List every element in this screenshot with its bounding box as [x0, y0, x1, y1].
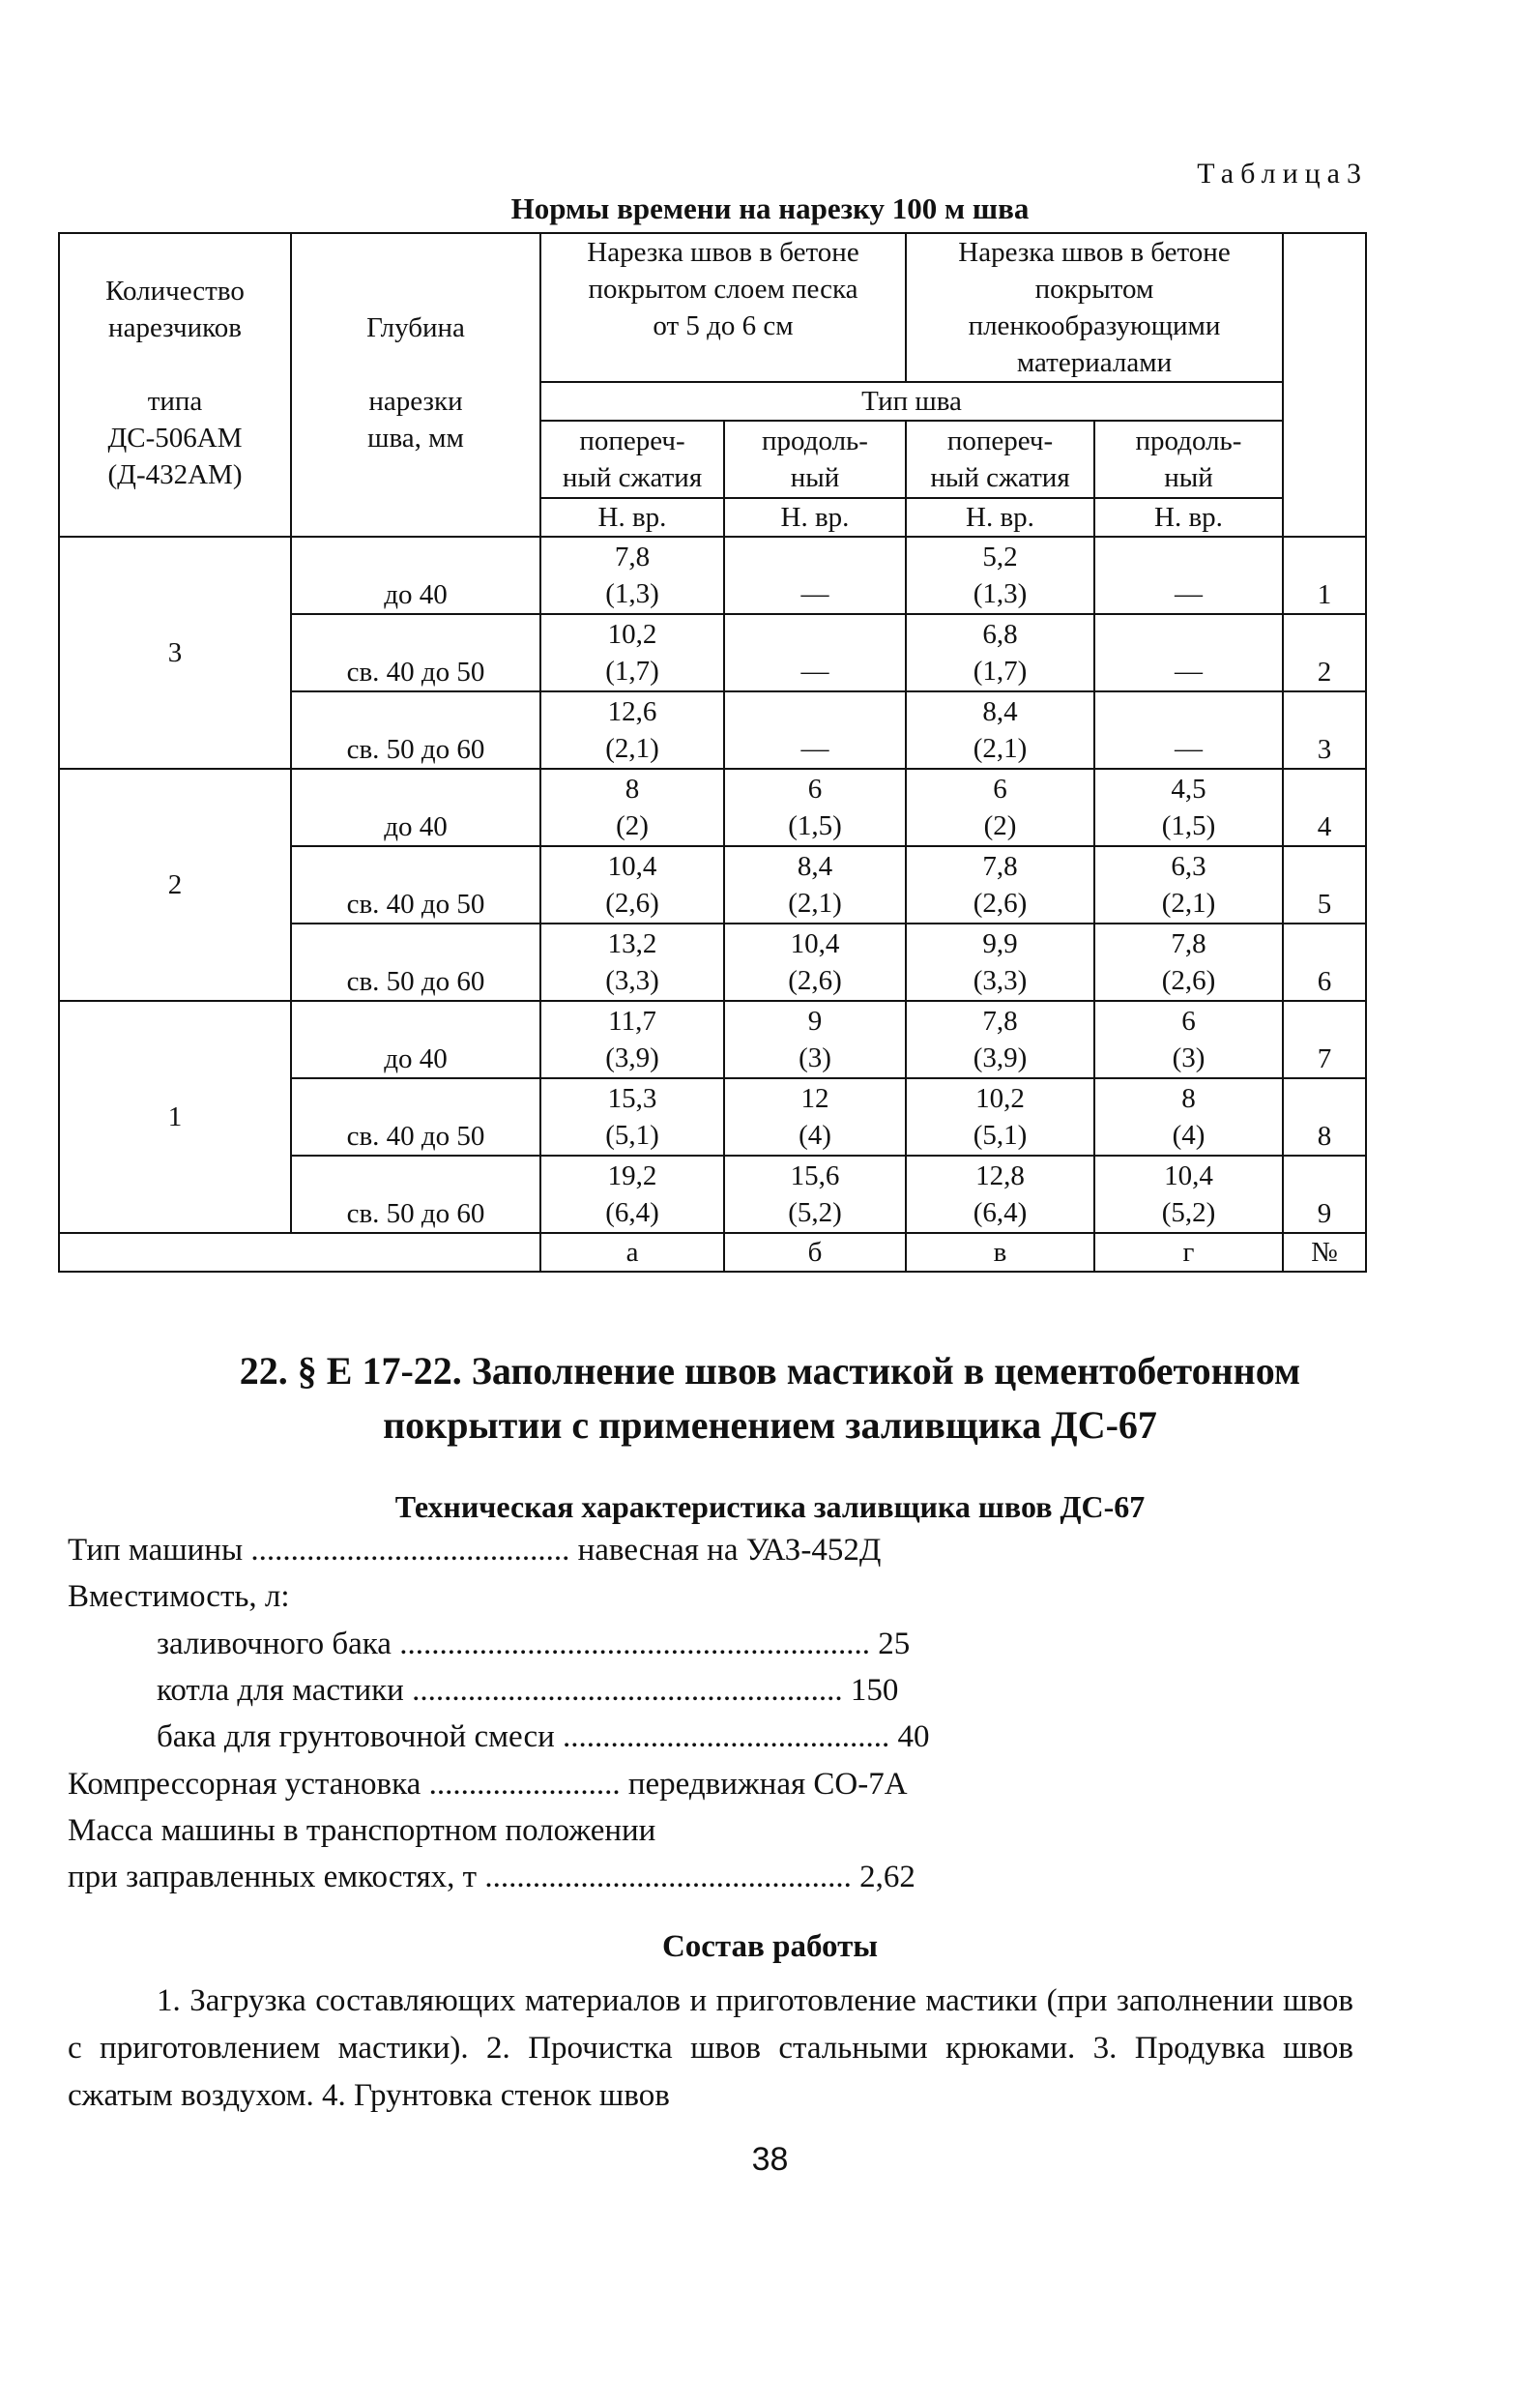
- table-row: [59, 769, 1366, 846]
- norm-rank: (3,9): [973, 1042, 1028, 1073]
- norm-value: 15,6: [790, 1160, 840, 1191]
- composition-title: Состав работы: [661, 1929, 879, 1964]
- norm-rank: (1,5): [1161, 810, 1216, 841]
- depth-cell: до 40: [291, 537, 540, 614]
- norm-rank: (3): [799, 1042, 831, 1073]
- norm-value: 8,4: [982, 696, 1018, 727]
- norm-cell-b: [724, 537, 906, 614]
- header-norm-a: Н. вр.: [540, 498, 724, 537]
- norm-cell-b: [724, 614, 906, 691]
- norm-value: 15,3: [607, 1083, 657, 1114]
- norm-rank: —: [800, 578, 829, 609]
- norm-value: [727, 539, 903, 575]
- norm-rank: (1,7): [973, 656, 1028, 687]
- composition-text: 1. Загрузка составляющих материалов и приготовление мастики (при заполнении швов с приготовлением мастики). 2. Прочистка швов стальными крюками. 3. Продувка швов сжатым воздухом. 4. Грунтовка стенок швов: [68, 1983, 1353, 2113]
- norm-value: 7,8: [614, 542, 651, 572]
- row-number-cell: 9: [1283, 1156, 1366, 1233]
- norm-value: [1097, 616, 1280, 653]
- norm-value: 5,2: [982, 542, 1018, 572]
- norm-rank: (1,3): [605, 578, 659, 609]
- norm-cell-d: [1094, 537, 1283, 614]
- norm-value: 7,8: [982, 851, 1018, 882]
- row-number-cell: 5: [1283, 846, 1366, 924]
- depth-cell: св. 50 до 60: [291, 691, 540, 769]
- norm-rank: —: [1175, 656, 1203, 687]
- header-norm-c: Н. вр.: [906, 498, 1094, 537]
- section-heading: [0, 1344, 1540, 1452]
- norm-cell-b: [724, 1156, 906, 1233]
- norm-cell-b: [724, 1001, 906, 1078]
- norm-rank: (1,5): [788, 810, 842, 841]
- norm-value: 10,2: [607, 619, 657, 650]
- norm-rank: (5,2): [788, 1197, 842, 1228]
- norm-value: 12: [800, 1083, 829, 1114]
- norm-cell-a: [540, 691, 724, 769]
- footer-cell-c: в: [906, 1233, 1094, 1272]
- norm-cell-d: [1094, 769, 1283, 846]
- header-col-d: продоль- ный: [1094, 421, 1283, 498]
- norm-rank: (4): [799, 1120, 831, 1151]
- spec-primer-tank: бака для грунтовочной смеси ......................................... 40: [157, 1719, 930, 1754]
- spec-machine-type: Тип машины ........................................ навесная на УАЗ-452Д: [68, 1533, 882, 1568]
- norm-value: 13,2: [607, 928, 657, 959]
- depth-cell: св. 50 до 60: [291, 924, 540, 1001]
- norm-cell-c: [906, 691, 1094, 769]
- norm-value: 10,2: [975, 1083, 1025, 1114]
- depth-cell: до 40: [291, 1001, 540, 1078]
- norm-value: 9: [807, 1006, 823, 1037]
- row-number-cell: 3: [1283, 691, 1366, 769]
- norm-cell-c: [906, 769, 1094, 846]
- table-title: Нормы времени на нарезку 100 м шва: [510, 191, 1030, 225]
- spec-boiler: котла для мастики ...................................................... 150: [157, 1673, 899, 1708]
- norm-cell-a: [540, 924, 724, 1001]
- norm-value: 10,4: [790, 928, 840, 959]
- row-number-cell: 4: [1283, 769, 1366, 846]
- table-caption: Таблица3: [1197, 158, 1368, 190]
- norm-rank: —: [800, 733, 829, 764]
- norm-cell-a: [540, 846, 724, 924]
- norm-cell-d: [1094, 1078, 1283, 1156]
- norm-cell-b: [724, 924, 906, 1001]
- header-cut-depth: Глубина нарезки шва, мм: [291, 233, 540, 537]
- norm-cell-a: [540, 614, 724, 691]
- norm-value: 12,8: [975, 1160, 1025, 1191]
- norm-cell-d: [1094, 1001, 1283, 1078]
- norm-rank: (6,4): [973, 1197, 1028, 1228]
- norm-rank: (2,1): [973, 733, 1028, 764]
- depth-cell: св. 40 до 50: [291, 614, 540, 691]
- norm-rank: (4): [1172, 1120, 1206, 1151]
- norm-rank: (2,6): [1161, 965, 1216, 996]
- row-number-cell: 6: [1283, 924, 1366, 1001]
- norm-cell-d: [1094, 846, 1283, 924]
- norm-rank: —: [1175, 733, 1203, 764]
- norm-value: [727, 616, 903, 653]
- footer-cell-num: №: [1283, 1233, 1366, 1272]
- norm-cell-c: [906, 846, 1094, 924]
- row-number-cell: 2: [1283, 614, 1366, 691]
- norm-rank: (3,9): [605, 1042, 659, 1073]
- norm-value: 8: [1181, 1083, 1196, 1114]
- norm-rank: (2): [983, 810, 1017, 841]
- cutters-count-cell: 1: [59, 1001, 291, 1233]
- norm-rank: (2,6): [973, 888, 1028, 919]
- norm-cell-c: [906, 1001, 1094, 1078]
- norm-value: [727, 693, 903, 730]
- norm-cell-c: [906, 614, 1094, 691]
- norm-cell-a: [540, 1001, 724, 1078]
- norm-rank: (2,1): [788, 888, 842, 919]
- norm-value: 10,4: [607, 851, 657, 882]
- norm-rank: (2,6): [605, 888, 659, 919]
- spec-title: Техническая характеристика заливщика швов ДС-67: [394, 1489, 1146, 1524]
- norm-value: 19,2: [607, 1160, 657, 1191]
- depth-cell: св. 50 до 60: [291, 1156, 540, 1233]
- header-sand-layer-group: Нарезка швов в бетоне покрытом слоем песка от 5 до 6 см: [540, 233, 906, 382]
- norm-cell-a: [540, 1078, 724, 1156]
- norm-value: 9,9: [982, 928, 1018, 959]
- norm-cell-a: [540, 769, 724, 846]
- norm-value: 6: [807, 774, 823, 805]
- norm-rank: (5,1): [605, 1120, 659, 1151]
- spec-compressor: Компрессорная установка ........................ передвижная СО-7А: [68, 1767, 908, 1802]
- norm-cell-b: [724, 769, 906, 846]
- norm-value: 12,6: [607, 696, 657, 727]
- table-row: [59, 537, 1366, 614]
- norm-value: [1097, 693, 1280, 730]
- norm-cell-d: [1094, 924, 1283, 1001]
- norm-value: 7,8: [982, 1006, 1018, 1037]
- norm-value: 6: [993, 774, 1007, 805]
- norm-rank: (3,3): [605, 965, 659, 996]
- norm-rank: (2): [616, 810, 649, 841]
- norm-value: 6,3: [1171, 851, 1206, 882]
- header-seam-type: Тип шва: [540, 382, 1283, 421]
- header-cutters-count: Количество нарезчиков типа ДС-506АМ (Д-432АМ): [59, 233, 291, 537]
- norm-rank: (1,3): [973, 578, 1028, 609]
- norm-value: 11,7: [608, 1006, 656, 1037]
- row-number-cell: 8: [1283, 1078, 1366, 1156]
- norm-rank: (2,1): [1161, 888, 1216, 919]
- norm-cell-b: [724, 1078, 906, 1156]
- row-number-cell: 7: [1283, 1001, 1366, 1078]
- spec-capacity-label: Вместимость, л:: [68, 1579, 290, 1614]
- norms-table: [58, 232, 1367, 1273]
- norm-value: 8: [625, 774, 640, 805]
- norm-rank: (6,4): [605, 1197, 659, 1228]
- spec-mass: при заправленных емкостях, т .............................................. 2,62: [68, 1860, 915, 1894]
- header-norm-d: Н. вр.: [1094, 498, 1283, 537]
- header-norm-b: Н. вр.: [724, 498, 906, 537]
- norm-rank: (1,7): [605, 656, 659, 687]
- spec-fill-tank: заливочного бака ........................................................... 25: [157, 1627, 911, 1661]
- norm-value: 8,4: [797, 851, 833, 882]
- footer-cell-b: б: [724, 1233, 906, 1272]
- cutters-count-cell: 2: [59, 769, 291, 1001]
- norm-cell-d: [1094, 614, 1283, 691]
- norm-cell-c: [906, 924, 1094, 1001]
- norm-value: [1097, 539, 1280, 575]
- page-number: 38: [751, 2141, 789, 2178]
- norm-rank: —: [1175, 578, 1203, 609]
- norm-cell-c: [906, 1078, 1094, 1156]
- norm-value: 6: [1181, 1006, 1196, 1037]
- norm-value: 4,5: [1171, 774, 1206, 805]
- norm-rank: (2,6): [788, 965, 842, 996]
- header-col-c: попереч- ный сжатия: [906, 421, 1094, 498]
- footer-cell-a: а: [540, 1233, 724, 1272]
- norm-cell-b: [724, 846, 906, 924]
- footer-cell-d: г: [1094, 1233, 1283, 1272]
- spec-mass-label: Масса машины в транспортном положении: [68, 1813, 656, 1848]
- cutters-count-cell: 3: [59, 537, 291, 769]
- norm-cell-c: [906, 1156, 1094, 1233]
- footer-empty-cell: [59, 1233, 540, 1272]
- table-footer-row: [59, 1233, 1366, 1272]
- header-col-b: продоль- ный: [724, 421, 906, 498]
- section-heading-line-1: 22. § Е 17-22. Заполнение швов мастикой в цементобетонном: [239, 1349, 1301, 1393]
- norm-rank: (5,2): [1161, 1197, 1216, 1228]
- row-number-cell: 1: [1283, 537, 1366, 614]
- header-col-a: попереч- ный сжатия: [540, 421, 724, 498]
- norms-table-body: [59, 233, 1366, 1272]
- depth-cell: св. 40 до 50: [291, 846, 540, 924]
- header-film-group: Нарезка швов в бетоне покрытом пленкообразующими материалами: [906, 233, 1283, 382]
- norm-rank: (5,1): [973, 1120, 1028, 1151]
- table-row: [59, 1001, 1366, 1078]
- header-empty-num: [1283, 233, 1366, 537]
- norm-value: 10,4: [1164, 1160, 1213, 1191]
- norm-rank: (3): [1172, 1042, 1206, 1073]
- norm-cell-d: [1094, 1156, 1283, 1233]
- section-heading-line-2: покрытии с применением заливщика ДС-67: [383, 1403, 1157, 1447]
- norm-cell-c: [906, 537, 1094, 614]
- norm-cell-a: [540, 537, 724, 614]
- norm-cell-a: [540, 1156, 724, 1233]
- norm-rank: (3,3): [973, 965, 1028, 996]
- norm-value: 7,8: [1171, 928, 1206, 959]
- norm-value: 6,8: [982, 619, 1018, 650]
- norm-rank: —: [800, 656, 829, 687]
- norm-cell-b: [724, 691, 906, 769]
- depth-cell: св. 40 до 50: [291, 1078, 540, 1156]
- norm-cell-d: [1094, 691, 1283, 769]
- depth-cell: до 40: [291, 769, 540, 846]
- norm-rank: (2,1): [605, 733, 659, 764]
